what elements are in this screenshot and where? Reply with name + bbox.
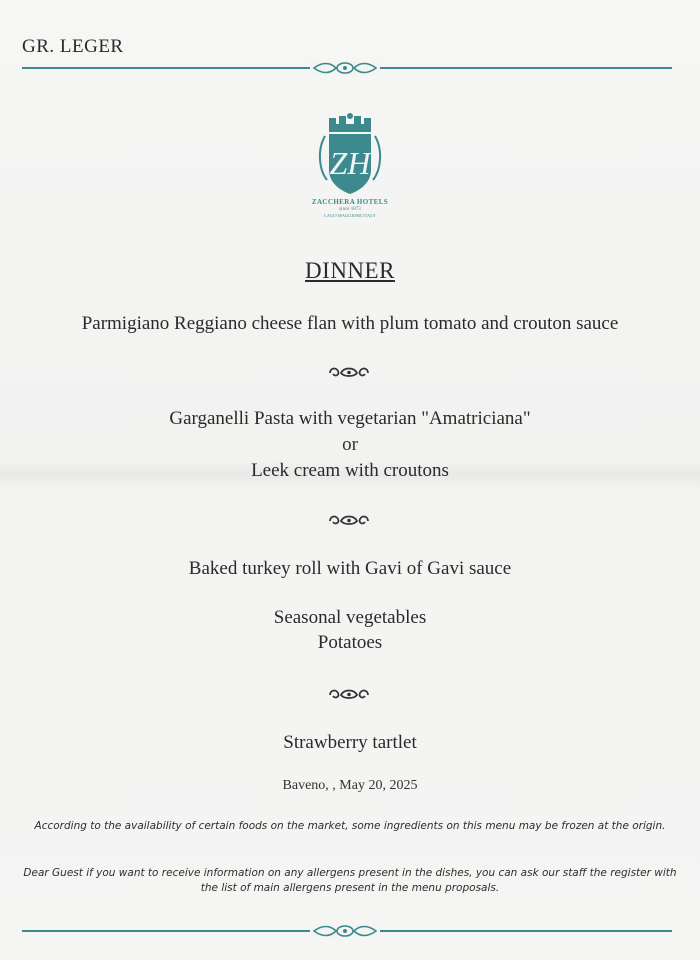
rule-ornament-icon	[310, 924, 380, 938]
flourish-divider-icon	[326, 364, 372, 380]
brand-name: ZACCHERA HOTELS	[311, 198, 389, 206]
rule-ornament-icon	[310, 61, 380, 75]
place-date: Baveno, , May 20, 2025	[282, 778, 418, 793]
brand-place: LAGO MAGGIORE ITALY	[324, 213, 376, 218]
first-course-option-1: Garganelli Pasta with vegetarian "Amatriciana"	[169, 408, 531, 429]
or-label: or	[342, 434, 358, 455]
side-dish-1: Seasonal vegetables	[273, 607, 427, 628]
side-dish-2: Potatoes	[317, 632, 383, 653]
dessert: Strawberry tartlet	[283, 732, 417, 753]
brand-since: since 1873	[339, 207, 361, 212]
flourish-divider-icon	[326, 686, 372, 702]
room-label: GR. LEGER	[22, 36, 124, 57]
hotel-logo	[300, 110, 400, 240]
crown-crest-icon	[315, 110, 385, 198]
main-course: Baked turkey roll with Gavi of Gavi sauce	[188, 558, 512, 579]
menu-title: DINNER	[305, 258, 395, 283]
flourish-divider-icon	[326, 512, 372, 528]
allergens-note: Dear Guest if you want to receive information on any allergens present in the dishes, you can ask our staff the register with the list of main allergens present in the menu proposals.	[23, 867, 677, 894]
starter-dish: Parmigiano Reggiano cheese flan with plum tomato and crouton sauce	[81, 313, 619, 334]
svg-text:ZH: ZH	[329, 145, 371, 181]
first-course-option-2: Leek cream with croutons	[251, 460, 449, 481]
availability-note: According to the availability of certain foods on the market, some ingredients on this menu may be frozen at the origin.	[34, 820, 666, 832]
